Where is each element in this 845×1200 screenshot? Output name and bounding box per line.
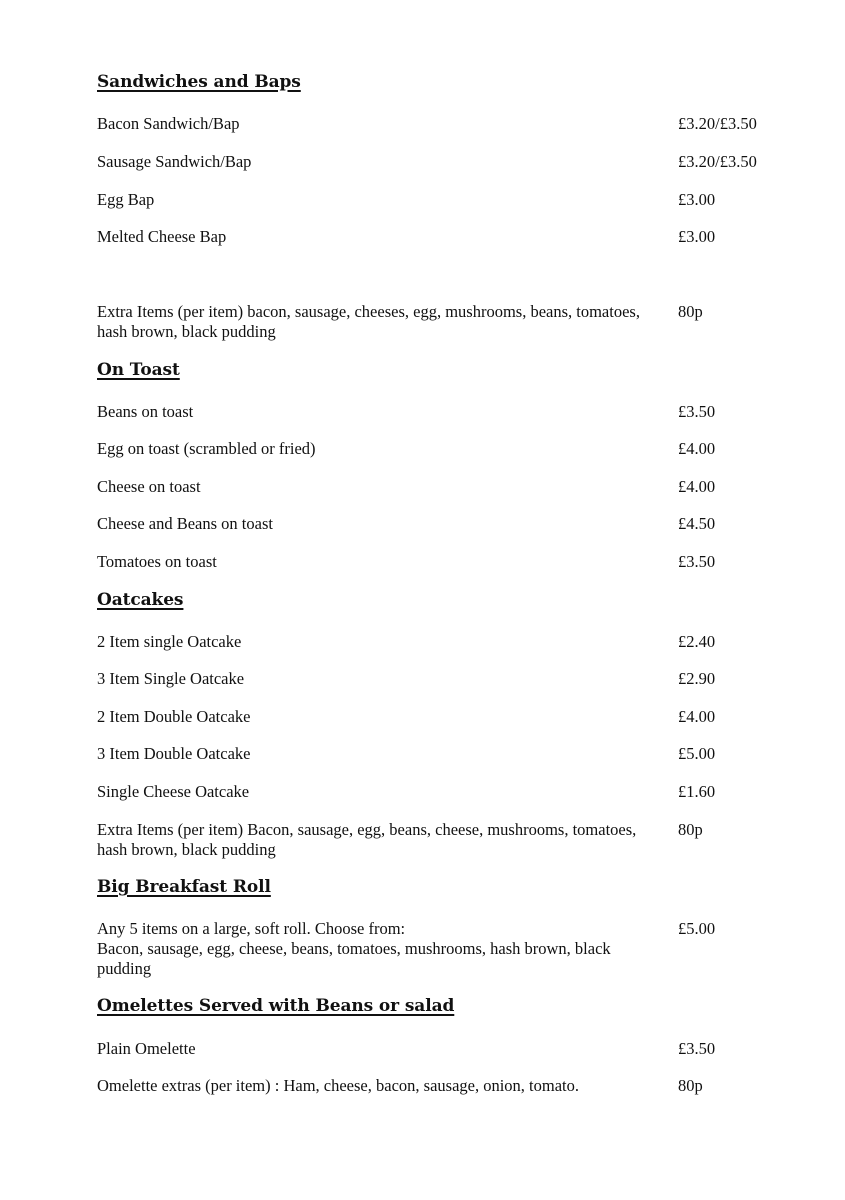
- menu-item-name: Plain Omelette: [97, 1039, 196, 1058]
- menu-item-name: Cheese on toast: [97, 477, 201, 496]
- menu-item-price: £1.60: [678, 782, 716, 801]
- menu-item-price: £3.20/£3.50: [678, 152, 757, 171]
- menu-item-price: £3.50: [678, 402, 716, 421]
- menu-item-name: Omelette extras (per item) : Ham, cheese, bacon, sausage, onion, tomato.: [97, 1076, 579, 1095]
- menu-item-price: £5.00: [678, 744, 716, 763]
- section-heading-big-breakfast-roll: Big Breakfast Roll: [97, 877, 271, 897]
- menu-item-name: 3 Item Double Oatcake: [97, 744, 251, 763]
- menu-item-name: Single Cheese Oatcake: [97, 782, 250, 801]
- menu-item-price: £4.50: [678, 514, 716, 533]
- menu-item-name: Melted Cheese Bap: [97, 227, 227, 246]
- menu-item-name: Extra Items (per item) Bacon, sausage, egg, beans, cheese, mushrooms, tomatoes, hash brown, black pudding: [97, 820, 637, 859]
- menu-item-name: Extra Items (per item) bacon, sausage, cheeses, egg, mushrooms, beans, tomatoes, hash brown, black pudding: [97, 302, 640, 341]
- menu-item-name: 2 Item single Oatcake: [97, 632, 242, 651]
- section-heading-sandwiches: Sandwiches and Baps: [97, 72, 301, 92]
- menu-item-price: 80p: [678, 1076, 703, 1095]
- menu-item-name: Cheese and Beans on toast: [97, 514, 273, 533]
- menu-item-price: 80p: [678, 302, 703, 321]
- section-heading-oatcakes: Oatcakes: [97, 590, 184, 610]
- menu-item-name: Egg Bap: [97, 190, 155, 209]
- menu-item-name: 3 Item Single Oatcake: [97, 669, 245, 688]
- menu-item-name: Bacon Sandwich/Bap: [97, 114, 240, 133]
- menu-item-price: £4.00: [678, 707, 716, 726]
- menu-item-price: £3.00: [678, 227, 716, 246]
- menu-item-price: 80p: [678, 820, 703, 839]
- menu-item-name: Any 5 items on a large, soft roll. Choose from: Bacon, sausage, egg, cheese, beans, tomatoes, mushrooms, hash brown, black pudding: [97, 919, 611, 978]
- menu-item-price: £2.90: [678, 669, 716, 688]
- menu-item-name: 2 Item Double Oatcake: [97, 707, 251, 726]
- menu-item-name: Tomatoes on toast: [97, 552, 217, 571]
- menu-item-price: £3.20/£3.50: [678, 114, 757, 133]
- menu-item-price: £4.00: [678, 477, 716, 496]
- menu-item-price: £4.00: [678, 439, 716, 458]
- menu-item-price: £3.50: [678, 552, 716, 571]
- section-heading-on-toast: On Toast: [97, 360, 180, 380]
- menu-item-price: £5.00: [678, 919, 716, 938]
- menu-item-name: Beans on toast: [97, 402, 194, 421]
- menu-item-name: Sausage Sandwich/Bap: [97, 152, 252, 171]
- menu-item-price: £2.40: [678, 632, 716, 651]
- menu-item-price: £3.00: [678, 190, 716, 209]
- menu-item-name: Egg on toast (scrambled or fried): [97, 439, 316, 458]
- section-heading-omelettes: Omelettes Served with Beans or salad: [97, 996, 455, 1016]
- menu-item-price: £3.50: [678, 1039, 716, 1058]
